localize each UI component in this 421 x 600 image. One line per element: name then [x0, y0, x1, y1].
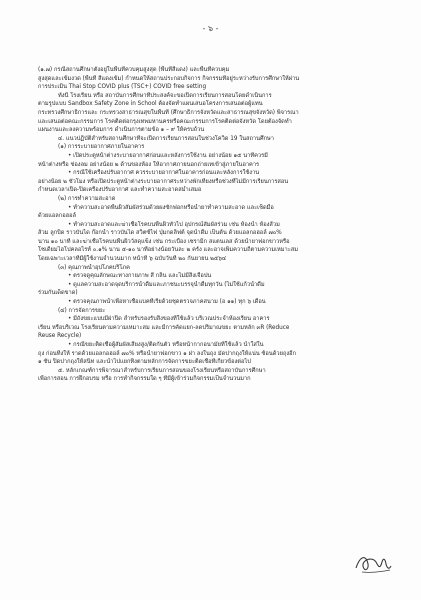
document-line: • กรณีใช้เครื่องปรับอากาศ ควรระบายอากาศในอาคารก่อนและหลังการใช้งาน	[68, 170, 260, 177]
document-line: นาน ๑๐ นาที และฆ่าเชื้อโรคบนพื้นผิววัสดุแข็ง เช่น กระเบื้อง เซรามิก สแตนเลส ด้วยน้ำยาฟอกขาวหรือ	[38, 238, 290, 245]
document-line: (๔) การจัดการขยะ	[58, 307, 106, 314]
document-line: ตามรูปแบบ Sandbox Safety Zone in School ต้องจัดทำแผนเสนอโครงการเสนอต่อผู้แทน	[38, 101, 263, 108]
document-line: หน้าต่างหรือ ช่องลม อย่างน้อย ๒ ด้านของห้อง ให้อากาศภายนอกถ่ายเทเข้าสู่ภายในอาคาร	[38, 161, 260, 168]
handwritten-signature	[352, 548, 394, 578]
document-line: โดยเฉพาะเวลาที่มีผู้ใช้งานจำนวนมาก หน้าที่ ๖ ฉบับวันที่ ๒๐ กันยายน ๒๕๖๔	[38, 256, 227, 263]
document-line: (๑) การระบายอากาศภายในอาคาร	[58, 144, 145, 151]
document-line: • ตรวจดูคุณลักษณะทางกายภาพ สี กลิ่น และไม่มีสิ่งเจือปน	[68, 273, 212, 280]
document-line: (๑.๗) กรณีสถานศึกษาตั้งอยู่ในพื้นที่ควบคุมสูงสุด (พื้นที่สีแดง) และพื้นที่ควบคุม	[38, 67, 230, 73]
document-line: (๒) การทำความสะอาด	[58, 195, 116, 202]
document-line: ร่วมกันเด็ดขาด)	[38, 290, 78, 297]
document-line: เพื่อการสอน การฝึกอบรม หรือ การทำกิจกรรมใด ๆ ที่มีผู้เข้าร่วมกิจกรรมเป็นจำนวนมาก	[38, 376, 251, 383]
document-line: ๕. หลักเกณฑ์การพิจารณาสำหรับการเรียนการสอนของโรงเรียนหรือสถาบันการศึกษา	[58, 367, 266, 374]
document-line: กระทรวงศึกษาธิการและ กระทรวงสาธารณสุขในพื้นที่ (ศึกษาธิการจังหวัดและสาธารณสุขจังหวัด) พิจารณา	[38, 109, 299, 116]
document-line: กำหนดเวลาเปิด-ปิดเครื่องปรับอากาศ และทำความสะอาดสม่ำเสมอ	[38, 187, 202, 194]
document-line: และเสนอต่อคณะกรรมการ โรคติดต่อกรุงเทพมหานครหรือคณะกรรมการโรคติดต่อจังหวัด โดยต้องจัดทำ	[38, 118, 292, 125]
document-line: โซเดียมไฮโปคลอไรท์ ๐.๑% นาน ๕-๑๐ นาทีอย่างน้อยวันละ ๒ ครั้ง และอาจเพิ่มความถี่ตามความเหมาะสม	[38, 247, 299, 254]
document-line: • กรณีขยะติดเชื้อผู้สัมผัสเสี่ยงสูง/ติดกันตัว หรือหน้ากากอนามัยที่ใช้แล้ว นำใส่ใน	[68, 342, 264, 348]
document-line: การประเมิน Thai Stop COVID plus (TSC+) COVID free setting	[38, 84, 207, 91]
document-line: • ดูแลความสะอาดจุดบริการน้ำดื่มและภาชนะบรรจุน้ำดื่มทุกวัน (ไม่ใช้แก้วน้ำดื่ม	[68, 281, 265, 288]
document-line: • ทำความสะอาดและฆ่าเชื้อโรคบนพื้นผิวทั่วไป อุปกรณ์สัมผัสร่วม เช่น ห้องน้ำ ห้องส้วม	[68, 221, 280, 228]
document-line: สูงสุดและเข้มงวด (พื้นที่ สีแดงเข้ม) กำหนดให้สถานประกอบกิจการ กิจกรรมที่อยู่ระหว่างรับการศึกษาให้ผ่าน	[38, 75, 300, 82]
document-line: อย่างน้อย ๒ ชั่วโมง หรือเปิดประตูหน้าต่างระบายอากาศระหว่างพักเที่ยงหรือช่วงที่ไม่มีการเรียนการสอน	[38, 178, 289, 185]
document-line: ส้วม ลูกบิด ราวบันได ก๊อกน้ำ ราวบันได สวิตซ์ไฟ ปุ่มกดลิฟต์ จุดน้ำดื่ม เป็นต้น ด้วยแอลกอฮอล์ ๗๐%	[38, 230, 282, 237]
document-body	[38, 66, 388, 384]
document-line: Reuse Recycle)	[38, 333, 82, 340]
page-number: - ๖ -	[202, 24, 219, 33]
document-line: (๓) คุณภาพน้ำอุปโภคบริโภค	[58, 264, 130, 271]
document-line: เรียน หรือบริเวณ โรงเรียนตามความเหมาะสม และมีการคัดแยก-ลดปริมาณขยะ ตามหลัก ๓R (Reduce	[38, 324, 290, 331]
document-line: ด้วยแอลกอฮอล์	[38, 213, 77, 220]
document-line: • ตรวจคุณภาพน้ำเพื่อหาเชื้อแบคทีเรียด้วยชุดตรวจภาคสนาม (อ ๑๑) ทุก ๖ เดือน	[68, 299, 266, 306]
document-line: • มีถังขยะแบบมีฝาปิด สำหรับรองรับสิ่งของที่ใช้แล้ว บริเวณประจำห้องเรียน อาคาร	[68, 316, 270, 323]
document-line: ๔. แนวปฏิบัติสำหรับสถานศึกษาที่จะเปิดการเรียนการสอนในช่วงโควิด 19 ในสถานศึกษา	[58, 135, 274, 142]
document-line: ๑ ชั้น ปิดปากถุงให้สนิท และนำไปแยกทิ้งตามหลักการจัดการขยะติดเชื้อที่เกี่ยวข้องต่อไป	[38, 359, 251, 366]
document-line: • ทำความสะอาดพื้นผิวสัมผัสร่วมด้วยผงซักฟอกหรือน้ำยาทำความสะอาด และเช็ดมือ	[68, 204, 274, 211]
document-line: แผนงานและลงความพร้อมการ ดำเนินการตามข้อ ๑ – ๙ ให้ครบถ้วน	[38, 127, 205, 134]
document-line: ทั้งนี้ โรงเรียน หรือ สถาบันการศึกษาที่ประสงค์จะขอเปิดการเรียนการสอนโดยดำเนินการ	[58, 92, 272, 99]
document-line: ถุง ก่อนทิ้งให้ ราดด้วยแอลกอฮอล์ ๗๐% หรือน้ำยาฟอกขาว ๑ ฝา ลงในถุง มัดปากถุงให้แน่น ซ้อนด้วยถุงอีก	[38, 350, 297, 357]
document-line: • เปิดประตูหน้าต่างระบายอากาศก่อนและหลังการใช้งาน อย่างน้อย ๑๕ นาทีควรมี	[68, 152, 268, 159]
